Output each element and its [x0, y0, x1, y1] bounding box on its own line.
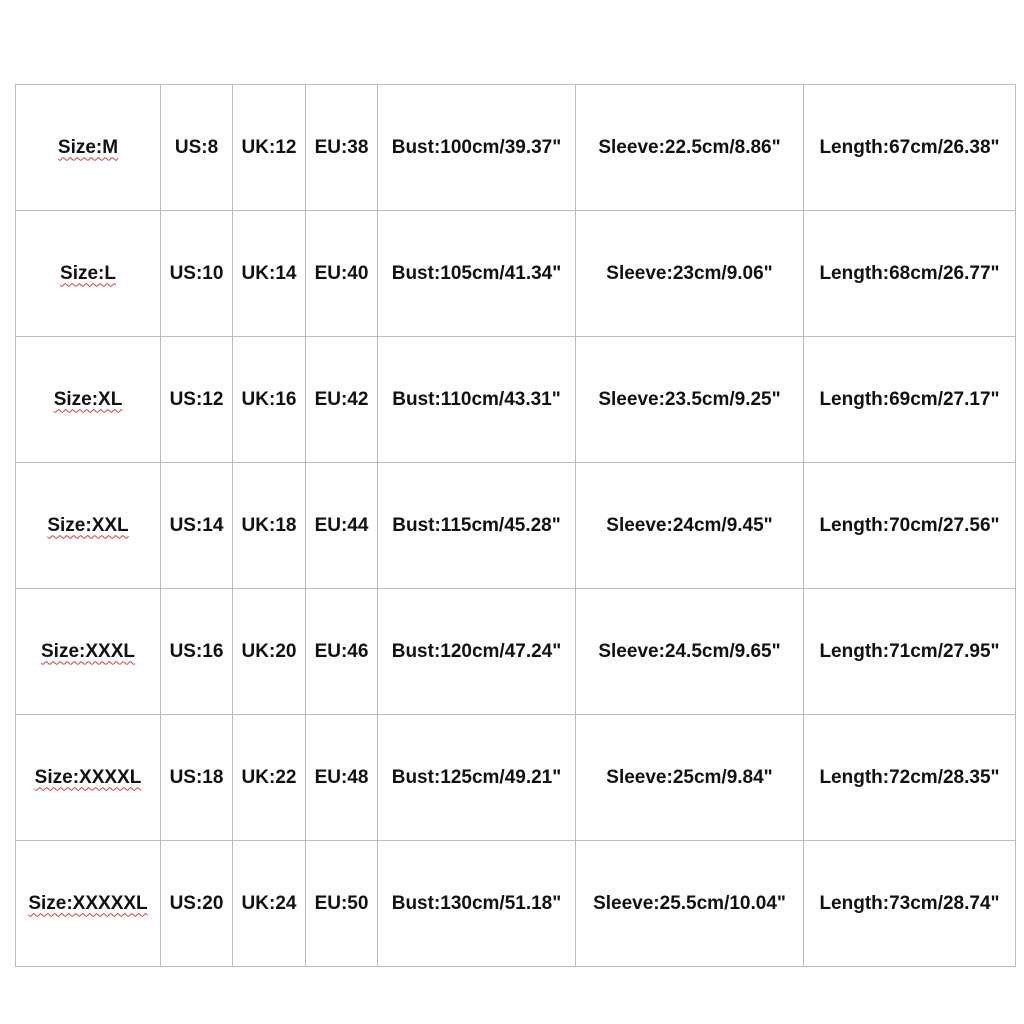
length-cell: Length:69cm/27.17": [804, 337, 1016, 463]
size-label: Size:M: [57, 136, 119, 158]
eu-size-cell: EU:38: [306, 85, 378, 211]
uk-size-cell: UK:12: [233, 85, 306, 211]
table-row: [16, 715, 1016, 841]
sleeve-cell: Sleeve:24.5cm/9.65": [576, 589, 804, 715]
uk-size-cell: UK:24: [233, 841, 306, 967]
table-row: [16, 841, 1016, 967]
bust-cell: Bust:130cm/51.18": [378, 841, 576, 967]
size-label: Size:XXXXL: [34, 766, 142, 788]
us-size-cell: US:8: [161, 85, 233, 211]
length-cell: Length:67cm/26.38": [804, 85, 1016, 211]
table-row: [16, 211, 1016, 337]
size-chart-table: [15, 84, 1016, 967]
length-cell: Length:71cm/27.95": [804, 589, 1016, 715]
table-row: [16, 337, 1016, 463]
bust-cell: Bust:120cm/47.24": [378, 589, 576, 715]
uk-size-cell: UK:16: [233, 337, 306, 463]
size-label: Size:L: [60, 262, 116, 284]
us-size-cell: US:10: [161, 211, 233, 337]
eu-size-cell: EU:44: [306, 463, 378, 589]
eu-size-cell: EU:50: [306, 841, 378, 967]
uk-size-cell: UK:18: [233, 463, 306, 589]
table-row: [16, 85, 1016, 211]
us-size-cell: US:18: [161, 715, 233, 841]
size-cell: [16, 589, 161, 715]
size-label: Size:XXXXXL: [28, 892, 148, 914]
sleeve-cell: Sleeve:25cm/9.84": [576, 715, 804, 841]
eu-size-cell: EU:40: [306, 211, 378, 337]
uk-size-cell: UK:22: [233, 715, 306, 841]
uk-size-cell: UK:14: [233, 211, 306, 337]
bust-cell: Bust:110cm/43.31": [378, 337, 576, 463]
size-cell: [16, 211, 161, 337]
size-cell: [16, 715, 161, 841]
size-cell: [16, 463, 161, 589]
table-row: [16, 589, 1016, 715]
size-label: Size:XL: [53, 388, 123, 410]
us-size-cell: US:20: [161, 841, 233, 967]
bust-cell: Bust:115cm/45.28": [378, 463, 576, 589]
us-size-cell: US:16: [161, 589, 233, 715]
length-cell: Length:68cm/26.77": [804, 211, 1016, 337]
uk-size-cell: UK:20: [233, 589, 306, 715]
us-size-cell: US:12: [161, 337, 233, 463]
eu-size-cell: EU:46: [306, 589, 378, 715]
bust-cell: Bust:125cm/49.21": [378, 715, 576, 841]
sleeve-cell: Sleeve:25.5cm/10.04": [576, 841, 804, 967]
size-cell: [16, 337, 161, 463]
eu-size-cell: EU:48: [306, 715, 378, 841]
size-label: Size:XXL: [47, 514, 129, 536]
size-cell: [16, 841, 161, 967]
sleeve-cell: Sleeve:23.5cm/9.25": [576, 337, 804, 463]
us-size-cell: US:14: [161, 463, 233, 589]
table-row: [16, 463, 1016, 589]
eu-size-cell: EU:42: [306, 337, 378, 463]
size-label: Size:XXXL: [41, 640, 135, 662]
length-cell: Length:73cm/28.74": [804, 841, 1016, 967]
sleeve-cell: Sleeve:24cm/9.45": [576, 463, 804, 589]
bust-cell: Bust:105cm/41.34": [378, 211, 576, 337]
size-cell: [16, 85, 161, 211]
sleeve-cell: Sleeve:23cm/9.06": [576, 211, 804, 337]
sleeve-cell: Sleeve:22.5cm/8.86": [576, 85, 804, 211]
length-cell: Length:70cm/27.56": [804, 463, 1016, 589]
bust-cell: Bust:100cm/39.37": [378, 85, 576, 211]
length-cell: Length:72cm/28.35": [804, 715, 1016, 841]
